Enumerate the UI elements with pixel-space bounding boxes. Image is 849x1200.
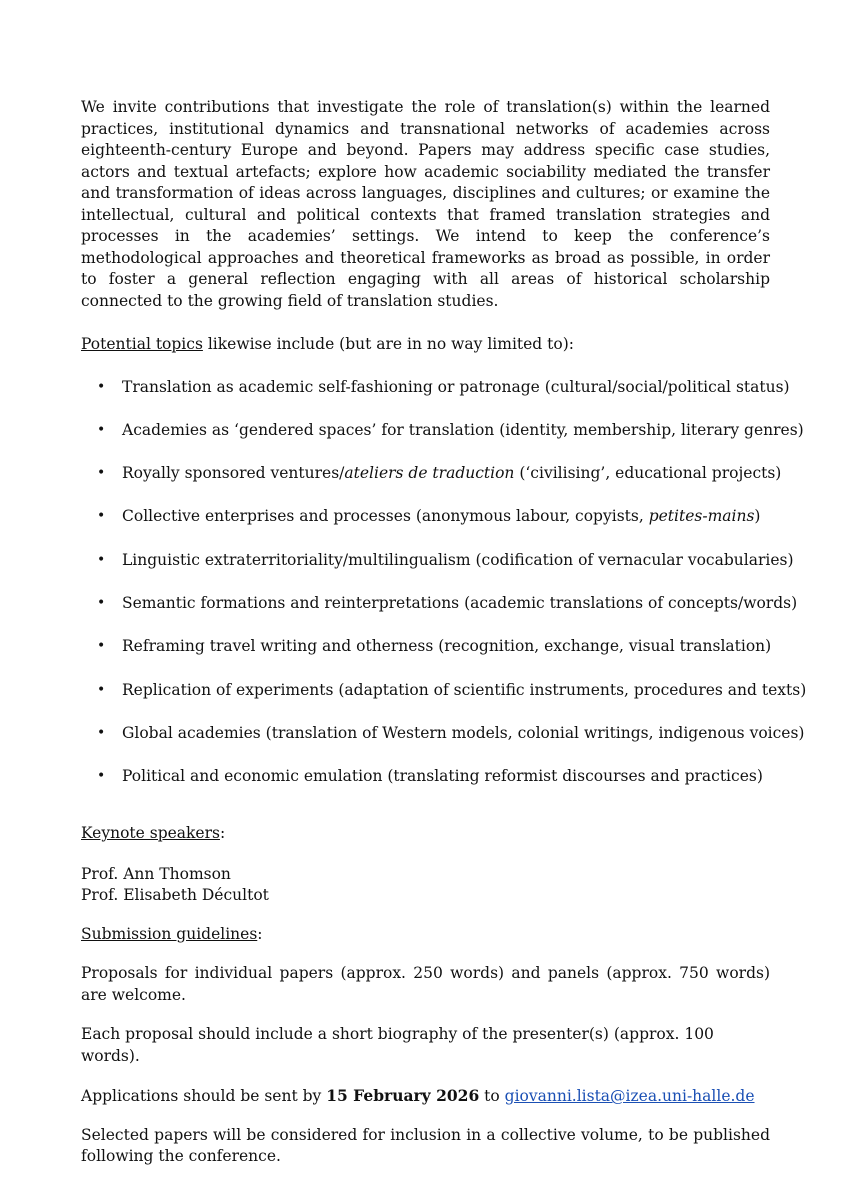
- biography-paragraph: Each proposal should include a short biography of the presenter(s) (approx. 100 words).: [81, 1025, 714, 1065]
- list-item: • Linguistic extraterritoriality/multilingualism (codification of vernacular vocabularies): [81, 550, 770, 572]
- list-item: • Political and economic emulation (translating reformist discourses and practices): [81, 766, 770, 788]
- bullet-icon: •: [97, 551, 106, 568]
- list-item: • Academies as ‘gendered spaces’ for translation (identity, membership, literary genres): [81, 420, 770, 442]
- email-link[interactable]: giovanni.lista@izea.uni-halle.de: [504, 1087, 755, 1106]
- topics-heading: [81, 334, 770, 356]
- keynote-heading: Keynote speakers:: [81, 824, 226, 843]
- list-item: • Royally sponsored ventures/ateliers de traduction (‘civilising’, educational projects): [81, 463, 770, 485]
- bullet-icon: •: [97, 421, 106, 438]
- bullet-icon: •: [97, 768, 106, 785]
- topics-heading-rest: likewise include (but are in no way limited to):: [202, 335, 574, 353]
- list-item: • Replication of experiments (adaptation of scientific instruments, procedures and texts): [81, 680, 770, 702]
- bullet-icon: •: [97, 378, 106, 395]
- list-item: • Global academies (translation of Western models, colonial writings, indigenous voices): [81, 723, 770, 745]
- intro-paragraph: We invite contributions that investigate the role of translation(s) within the learned practices, institutional dynamics and transnational networks of academies across eighteenth-century Europe and beyond. Papers may address specific case studies, actors and textual artefacts; explore how academic sociability mediated the transfer and transformation of ideas across languages, disciplines and cultures; or examine the intellectual, cultural and political contexts that framed translation strategies and processes in the academies’ settings. We intend to keep the conference’s methodological approaches and theoretical frameworks as broad as possible, in order to foster a general reflection engaging with all areas of historical scholarship connected to the growing field of translation studies.: [81, 98, 770, 310]
- submission-heading: Submission guidelines:: [81, 924, 263, 943]
- keynote-speaker-2: Prof. Elisabeth Décultot: [81, 886, 269, 905]
- list-item: • Reframing travel writing and otherness (recognition, exchange, visual translation): [81, 636, 770, 658]
- bullet-icon: •: [97, 724, 106, 741]
- bullet-icon: •: [97, 638, 106, 655]
- topics-list: [81, 377, 807, 789]
- selected-papers-paragraph: Selected papers will be considered for inclusion in a collective volume, to be published following the conference.: [81, 1125, 770, 1166]
- bullet-icon: •: [97, 465, 106, 482]
- bullet-icon: •: [97, 508, 106, 525]
- keynote-speaker-1: Prof. Ann Thomson: [81, 864, 231, 883]
- bullet-icon: •: [97, 594, 106, 611]
- bullet-icon: •: [97, 681, 106, 698]
- topics-heading-label: Potential topics: [81, 335, 203, 353]
- list-item: • Translation as academic self-fashioning or patronage (cultural/social/political status): [81, 377, 770, 399]
- list-item: • Collective enterprises and processes (anonymous labour, copyists, petites-mains): [81, 506, 770, 528]
- deadline-date: 15 February 2026: [326, 1086, 480, 1106]
- list-item: • Semantic formations and reinterpretations (academic translations of concepts/words): [81, 593, 770, 615]
- proposals-paragraph: Proposals for individual papers (approx. 250 words) and panels (approx. 750 words) are welcome.: [81, 964, 770, 1004]
- applications-paragraph: Applications should be sent by 15 February 2026 to giovanni.lista@izea.uni-halle.de: [81, 1086, 755, 1106]
